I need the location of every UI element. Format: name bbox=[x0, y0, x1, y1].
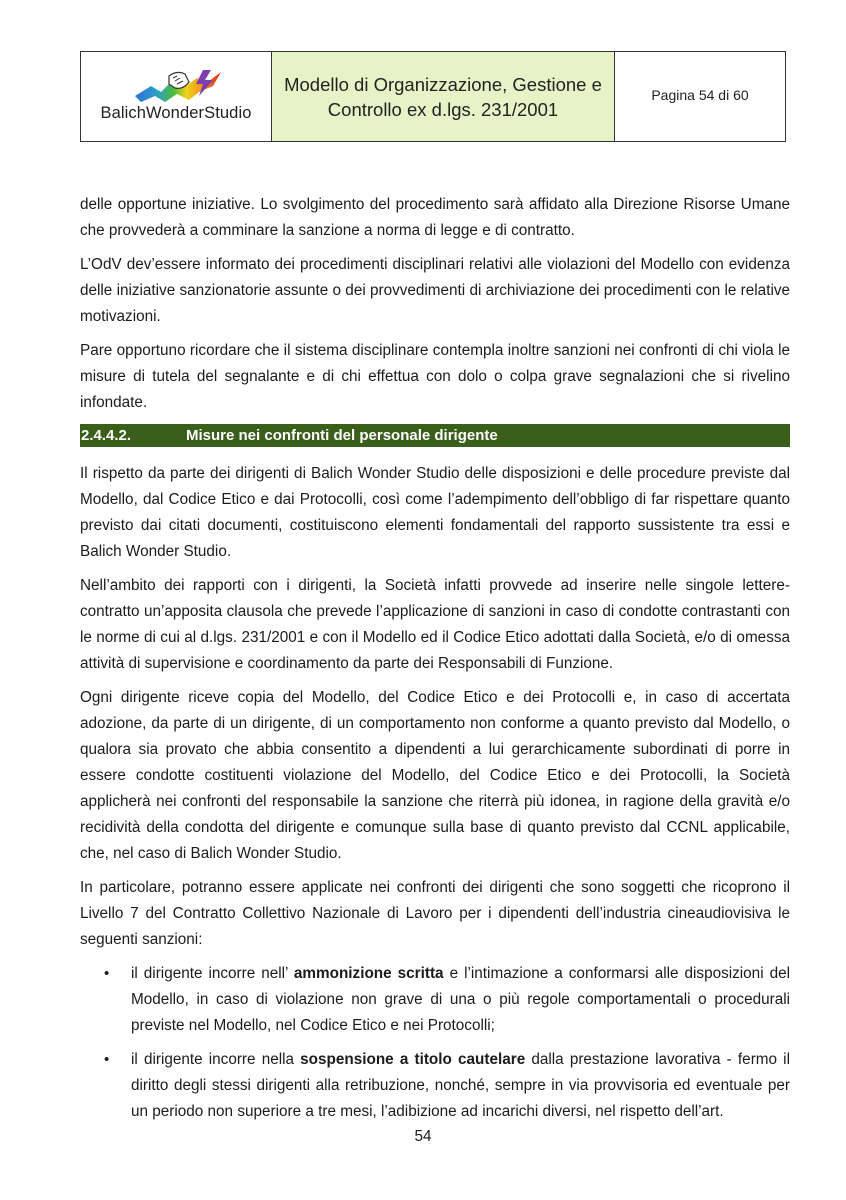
document-title-line-2: Controllo ex d.lgs. 231/2001 bbox=[327, 98, 559, 120]
list-item-text: dalla prestazione lavorativa - fermo il diritto degli stessi dirigenti alla retribuzione, nonché, sempre in via provvisoria ed eventuale per un periodo non superiore a tre mesi, l’adibizione ad incarichi diversi, nel rispetto dell’art. bbox=[131, 1051, 790, 1120]
document-title bbox=[272, 52, 615, 141]
paragraph: delle opportune iniziative. Lo svolgimento del procedimento sarà affidato alla Direzione Risorse Umane che provvederà a comminare la sanzione a norma di legge e di contratto. bbox=[80, 196, 790, 239]
paragraph: Pare opportuno ricordare che il sistema disciplinare contempla inoltre sanzioni nei confronti di chi viola le misure di tutela del segnalante e di chi effettua con dolo o colpa grave segnalazioni che si rivelino infondate. bbox=[80, 342, 790, 411]
paragraph: L’OdV dev’essere informato dei procedimenti disciplinari relativi alle violazioni del Modello con evidenza delle iniziative sanzionatorie assunte o dei provvedimenti di archiviazione dei procedimenti con le relative motivazioni. bbox=[80, 256, 790, 325]
paragraph: Nell’ambito dei rapporti con i dirigenti, la Società infatti provvede ad inserire nelle singole lettere-contratto un’apposita clausola che prevede l’applicazione di sanzioni in caso di condotte contrastanti con le norme di cui al d.lgs. 231/2001 e con il Modello ed il Codice Etico adottati dalla Società, e/o di omessa attività di supervisione e coordinamento da parte dei Responsabili di Funzione. bbox=[80, 577, 790, 672]
section-title: Misure nei confronti del personale dirigente bbox=[186, 427, 498, 444]
list-item-emphasis: sospensione a titolo cautelare bbox=[300, 1051, 526, 1068]
page-number: 54 bbox=[414, 1128, 432, 1145]
list-item-emphasis: ammonizione scritta bbox=[293, 965, 444, 982]
paragraph: Il rispetto da parte dei dirigenti di Balich Wonder Studio delle disposizioni e delle procedure previste dal Modello, dal Codice Etico e dai Protocolli, così come l’adempimento dell’obbligo di far rispettare quanto previsto dai citati documenti, costituiscono elementi fondamentali del rapporto sussistente tra essi e Balich Wonder Studio. bbox=[80, 465, 790, 560]
list-item-text: il dirigente incorre nell’ bbox=[131, 965, 294, 982]
paragraph: Ogni dirigente riceve copia del Modello, del Codice Etico e dei Protocolli e, in caso di accertata adozione, da parte di un dirigente, di un comportamento non conforme a quanto previsto dal Modello, o qualora sia provato che abbia consentito a dipendenti a lui gerarchicamente subordinati di porre in essere condotte costituenti violazione del Modello, del Codice Etico e dei Protocolli, la Società applicherà nei confronti del responsabile la sanzione che riterrà più idonea, in ragione della gravità e/o recidività della condotta del dirigente e comunque sulla base di quanto previsto dal CCNL applicabile, che, nel caso di Balich Wonder Studio. bbox=[80, 689, 790, 862]
company-logo-text: BalichWonderStudio bbox=[100, 104, 252, 122]
list-item-text: il dirigente incorre nella bbox=[131, 1051, 301, 1068]
document-title-line-1: Modello di Organizzazione, Gestione e bbox=[284, 73, 602, 95]
section-heading bbox=[80, 424, 790, 447]
rainbow-hand-logo-icon bbox=[133, 66, 223, 106]
logo-cell bbox=[81, 52, 272, 141]
page-indicator: Pagina 54 di 60 bbox=[651, 86, 749, 103]
document-body bbox=[80, 192, 790, 1133]
section-number: 2.4.4.2. bbox=[81, 427, 132, 444]
document-header bbox=[80, 51, 786, 142]
bullet-icon: • bbox=[104, 965, 110, 982]
list-item bbox=[80, 961, 790, 1039]
paragraph: In particolare, potranno essere applicate nei confronti dei dirigenti che sono soggetti che ricoprono il Livello 7 del Contratto Collettivo Nazionale di Lavoro per i dipendenti dell’industria cineaudiovisiva le seguenti sanzioni: bbox=[80, 879, 790, 948]
sanctions-list bbox=[80, 961, 790, 1125]
list-item bbox=[80, 1047, 790, 1125]
bullet-icon: • bbox=[104, 1051, 110, 1068]
list-item-text: e l’intimazione a conformarsi alle disposizioni del Modello, in caso di violazione non grave di una o più regole comportamentali o procedurali previste nel Modello, nel Codice Etico e nei Protocolli; bbox=[131, 965, 791, 1034]
